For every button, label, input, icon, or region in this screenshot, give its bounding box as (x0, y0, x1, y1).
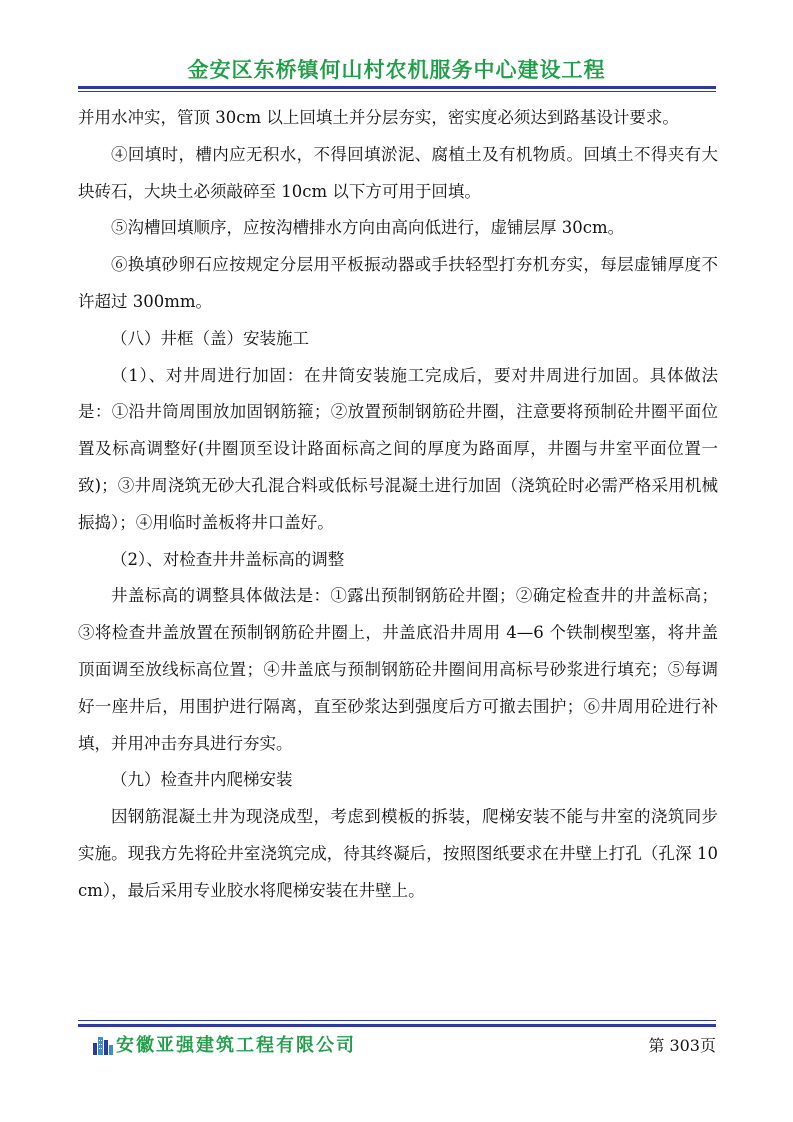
paragraph-well-reinforcement: （1）、对井周进行加固：在井筒安装施工完成后，要对井周进行加固。具体做法是：①沿井筒周围放加固钢筋箍；②放置预制钢筋砼井圈，注意要将预制砼井圈平面位置及标高调整好(井圈顶至设计路面标高之间的厚度为路面厚，井圈与井室平面位置一致)；③井周浇筑无砂大孔混合料或低标号混凝土进行加固（浇筑砼时必需严格采用机械振捣）；④用临时盖板将井口盖好。 (78, 365, 718, 532)
building-logo-icon (92, 1034, 114, 1056)
header-rule-thin (78, 91, 716, 92)
header-title: 金安区东桥镇何山村农机服务中心建设工程 (187, 58, 606, 82)
company-name: 安徽亚强建筑工程有限公司 (116, 1035, 356, 1056)
subheading-cover-elevation: （2）、对检查井井盖标高的调整 (111, 549, 345, 569)
paragraph-cover-elevation: 井盖标高的调整具体做法是：①露出预制钢筋砼井圈；②确定检查井的井盖标高；③将检查井盖放置在预制钢筋砼井圈上，井盖底沿井周用 4—6 个铁制楔型塞，将井盖顶面调至放线标高位置；④井盖底与预制钢筋砼井圈间用高标号砂浆进行填充；⑤每调好一座井后，用围护进行隔离，直至砂浆达到强度后方可撤去围护；⑥井周用砼进行补填，并用冲击夯具进行夯实。 (78, 586, 718, 753)
page-number: 第 303页 (648, 1036, 716, 1055)
paragraph-backfill-5: ⑤沟槽回填顺序，应按沟槽排水方向由高向低进行，虚铺层厚 30cm。 (111, 218, 625, 238)
paragraph-ladder-install: 因钢筋混凝土井为现浇成型，考虑到模板的拆装，爬梯安装不能与井室的浇筑同步实施。现我方先将砼井室浇筑完成，待其终凝后，按照图纸要求在井壁上打孔（孔深 10cm），最后采用专业胶水将爬梯安装在井壁上。 (78, 807, 718, 900)
section-heading-9: （九）检查井内爬梯安装 (111, 770, 293, 790)
header-rule-thick (78, 86, 716, 89)
paragraph-backfill-6: ⑥换填砂卵石应按规定分层用平板振动器或手扶轻型打夯机夯实，每层虚铺厚度不许超过 300mm。 (78, 255, 718, 311)
paragraph-backfill-4: ④回填时，槽内应无积水，不得回填淤泥、腐植土及有机物质。回填土不得夹有大块砖石，大块土必须敲碎至 10cm 以下方可用于回填。 (78, 144, 718, 201)
paragraph-continuation: 并用水冲实，管顶 30cm 以上回填土并分层夯实，密实度必须达到路基设计要求。 (78, 108, 679, 127)
page-footer (78, 1028, 716, 1062)
document-body (78, 100, 718, 910)
footer-rule-thin (78, 1020, 716, 1021)
section-heading-8: （八）井框（盖）安装施工 (111, 328, 309, 348)
footer-rule-thick (78, 1024, 716, 1027)
